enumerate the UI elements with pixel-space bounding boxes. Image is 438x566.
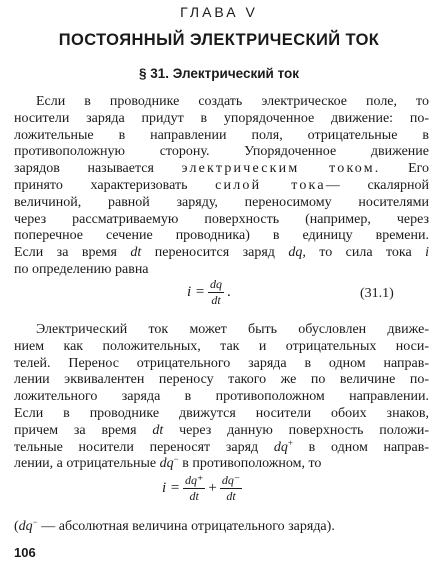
paragraph-line: принято характеризовать силой тока— скалярной bbox=[14, 177, 429, 193]
equation-number: (31.1) bbox=[360, 286, 394, 301]
paragraph-line: ложительные в направлении поля, отрицательные в bbox=[14, 127, 429, 143]
term-electric-current: электрическим током. bbox=[181, 161, 381, 177]
paragraph-line: лении эквивалентен переносу такого же по величине по- bbox=[14, 372, 429, 388]
paragraph-line: по определению равна bbox=[14, 261, 149, 277]
paragraph-line: причем за время dt через данную поверхность положи- bbox=[14, 422, 430, 438]
page-number: 106 bbox=[14, 545, 36, 560]
paragraph-line: тельные носители переносят заряд dq+ в одном направ- bbox=[14, 437, 430, 455]
paragraph-line: Если в проводнике движутся носители обоих знаков, bbox=[14, 405, 429, 421]
paragraph-line: Если за время dt переносится заряд dq, то сила тока i bbox=[14, 245, 430, 261]
fraction: $\frac{dq^-}{dt}$ bbox=[221, 473, 241, 503]
paragraph-line: зарядов называется электрическим током. Его bbox=[14, 161, 430, 177]
paragraph-line: ложительного заряда в противоположном направлении. bbox=[14, 389, 429, 405]
paragraph-line: носители заряда придут в упорядоченное движение: по- bbox=[14, 110, 429, 126]
section-heading: § 31. Электрический ток bbox=[138, 66, 300, 81]
paragraph-line: телей. Перенос отрицательного заряда в одном направ- bbox=[14, 355, 429, 371]
fraction: $\frac{dq^+}{dt}$ bbox=[185, 473, 204, 503]
formula-31-1: i = $\frac{dq}{dt}$ . bbox=[187, 277, 231, 307]
chapter-label: ГЛАВА V bbox=[180, 4, 258, 20]
formula-sum: i = $\frac{dq^+}{dt}$ + $\frac{dq^-}{dt}$ bbox=[162, 473, 241, 503]
paragraph-line: величиной, равной заряду, переносимому носителями bbox=[14, 194, 429, 210]
paragraph-2 bbox=[14, 322, 429, 473]
term-current-strength: силой тока bbox=[215, 177, 326, 193]
paragraph-line: нием как положительных, так и отрицательных носи- bbox=[14, 338, 429, 354]
paragraph-line: противоположную сторону. Упорядоченное движение bbox=[14, 144, 429, 160]
chapter-title: ПОСТОЯННЫЙ ЭЛЕКТРИЧЕСКИЙ ТОК bbox=[58, 31, 380, 49]
footnote-line: (dq− — абсолютная величина отрицательного заряда). bbox=[14, 517, 335, 534]
paragraph-1 bbox=[14, 94, 429, 279]
fraction: $\frac{dq}{dt}$ bbox=[210, 277, 223, 307]
paragraph-line: Если в проводнике создать электрическое поле, то bbox=[36, 94, 429, 109]
paragraph-line: через рассматриваемую поверхность (например, через bbox=[14, 211, 429, 227]
paragraph-line: лении, а отрицательные dq− в противоположном, то bbox=[14, 454, 322, 472]
paragraph-line: поперечное сечение проводника) в единицу времени. bbox=[14, 228, 429, 244]
paragraph-line: Электрический ток может быть обусловлен движе- bbox=[36, 322, 429, 337]
